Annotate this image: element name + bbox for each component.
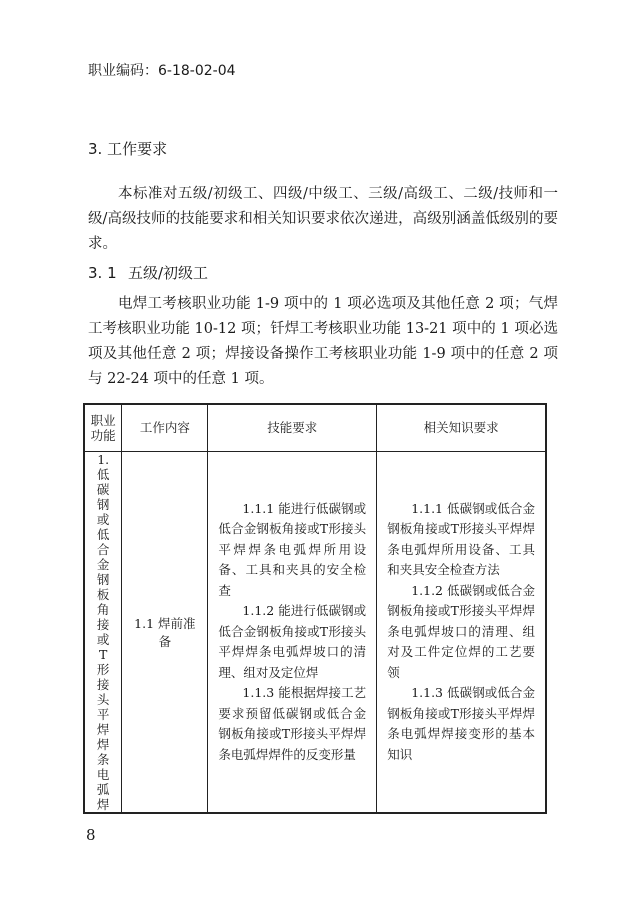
cell-content — [122, 452, 208, 814]
subsection-label: 五级/初级工 — [128, 264, 209, 282]
cell-skills — [208, 452, 377, 814]
knowledge-item: 1.1.2 低碳钢或低合金钢板角接或T形接头平焊焊条电弧焊坡口的清理、组对及工件定位焊的工艺要领 — [387, 582, 535, 680]
header-skills: 技能要求 — [208, 404, 377, 452]
table-header-row — [84, 404, 546, 452]
section-intro: 本标准对五级/初级工、四级/中级工、三级/高级工、二级/技师和一级/高级技师的技能要求和相关知识要求依次递进，高级别涵盖低级别的要求。 — [88, 186, 558, 252]
requirements-table — [83, 403, 547, 814]
occupation-code: 职业编码：6-18-02-04 — [88, 63, 236, 79]
function-label: 1.低碳钢或低合金钢板角接或T形接头平焊焊条电弧焊 — [96, 452, 110, 812]
skill-item: 1.1.3 能根据焊接工艺要求预留低碳钢或低合金钢板角接或T形接头平焊焊条电弧焊焊件的反变形量 — [218, 685, 367, 762]
header-function: 职业功能 — [84, 404, 122, 452]
skill-item: 1.1.2 能进行低碳钢或低合金钢板角接或T形接头平焊焊条电弧焊坡口的清理、组对及定位焊 — [218, 603, 367, 680]
knowledge-item: 1.1.3 低碳钢或低合金钢板角接或T形接头平焊焊条电弧焊焊接变形的基本知识 — [387, 685, 535, 762]
header-content: 工作内容 — [122, 404, 208, 452]
skill-item: 1.1.1 能进行低碳钢或低合金钢板角接或T形接头平焊焊条电弧焊所用设备、工具和夹具的安全检查 — [218, 500, 367, 598]
table-row — [84, 452, 546, 814]
header-knowledge: 相关知识要求 — [377, 404, 546, 452]
cell-knowledge — [377, 452, 546, 814]
subsection-title — [88, 262, 208, 283]
subsection-intro: 电焊工考核职业功能 1-9 项中的 1 项必选项及其他任意 2 项；气焊工考核职业功能 10-12 项；钎焊工考核职业功能 13-21 项中的 1 项必选项及其他任意 2 项；焊接设备操作工考核职业功能 1-9 项中的任意 2 项与 22-24 项中的任意 1 项。 — [88, 296, 558, 387]
subsection-number: 3. 1 — [88, 264, 117, 282]
knowledge-item: 1.1.1 低碳钢或低合金钢板角接或T形接头平焊焊条电弧焊所用设备、工具和夹具安全检查方法 — [387, 500, 535, 578]
content-label: 1.1 焊前准备 — [134, 616, 196, 649]
cell-function — [84, 452, 122, 814]
section-title: 3. 工作要求 — [88, 140, 168, 158]
page-number: 8 — [86, 826, 96, 844]
